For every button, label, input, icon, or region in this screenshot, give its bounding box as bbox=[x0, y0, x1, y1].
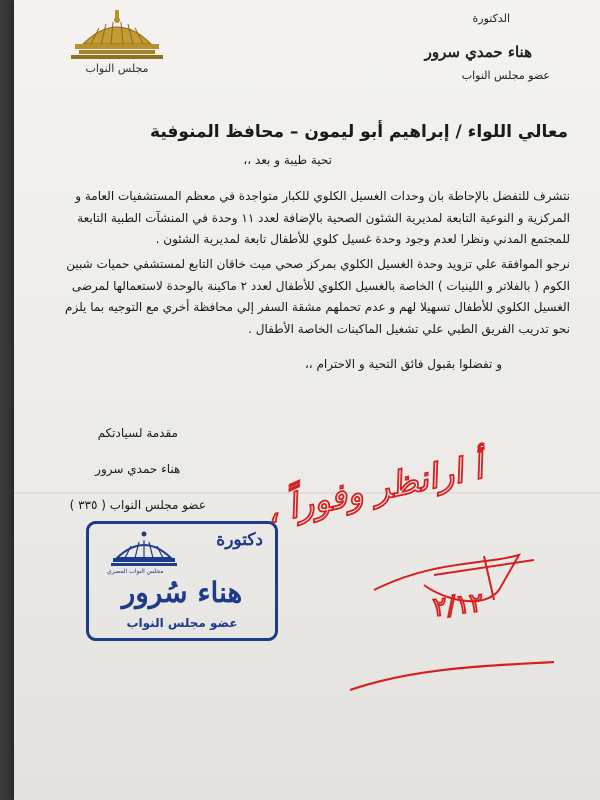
letter-page bbox=[14, 0, 600, 800]
presented-by: مقدمة لسيادتكم bbox=[97, 426, 178, 440]
signer-name: هناء حمدي سرور bbox=[95, 462, 181, 476]
letterhead-name: هناء حمدي سرور bbox=[424, 43, 532, 61]
body-paragraph-2: نرجو الموافقة علي تزويد وحدة الغسيل الكلوي بمركز صحي ميت خاقان التابع لمستشفي حميات شبين الكوم ( بالفلاتر و اللينيات ) الخاصة بالغسيل الكلوي للأطفال لعدد ٢ ماكينة بالوحدة لاستعمالها لمرضى الغسيل الكلوي للأطفال تسهيلا لهم و عدم تحملهم مشقة السفر إلي محافظة أخري مع التوجيه بما يلزم نحو تدريب الفريق الطبي علي تشغيل الماكينات الخاصة الأطفال . bbox=[65, 257, 570, 336]
handwritten-date: ٢/١٢ bbox=[431, 587, 486, 624]
salutation: معالي اللواء / إبراهيم أبو ليمون – محافظ المنوفية bbox=[150, 122, 568, 142]
letterhead-role: عضو مجلس النواب bbox=[461, 69, 550, 82]
signature-underline bbox=[350, 662, 554, 690]
handwritten-annotation bbox=[14, 0, 600, 800]
stamp-name: هناء سُرور bbox=[121, 576, 243, 609]
stamp-role: عضو مجلس النواب bbox=[126, 616, 238, 630]
handwritten-note: أ ارانظر وفوراً ، bbox=[262, 447, 487, 533]
logo-caption: مجلس النواب bbox=[85, 62, 149, 75]
letterhead-title: الدكتورة bbox=[472, 12, 510, 25]
signer-role: عضو مجلس النواب ( ٣٣٥ ) bbox=[69, 498, 206, 512]
stamp-logo-text: مجلس النواب المصري bbox=[107, 568, 164, 575]
stamp-title: دكتورة bbox=[216, 530, 263, 550]
closing-line: و تفضلوا بقبول فائق التحية و الاحترام ،، bbox=[304, 357, 502, 371]
body-paragraph-1: نتشرف للتفضل بالإحاطة بان وحدات الغسيل الكلوي للكبار متواجدة في معظم المستشفيات العامة و المركزية و النوعية التابعة لمديرية الشئون الصحية بالإضافة لعدد ١١ وحدة في المنشآت الطبية التابعة للمجتمع المدني ونظرا لعدم وجود وحدة غسيل كلوي للأطفال تابعة لمديرية الشئون . bbox=[75, 189, 570, 246]
greeting: تحية طيبة و بعد ،، bbox=[243, 153, 332, 167]
